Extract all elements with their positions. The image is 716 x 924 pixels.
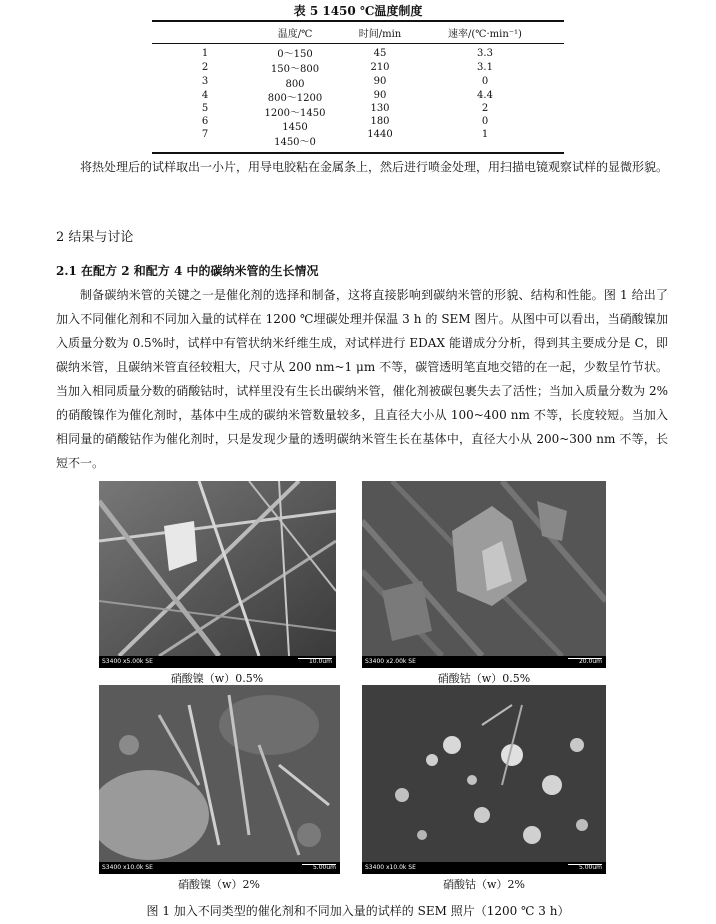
- table-cell-index: 7: [201, 129, 209, 140]
- table-cell-time: 180: [370, 116, 390, 127]
- image-caption-2: 硝酸钴（w）0.5%: [437, 672, 531, 685]
- paragraph-results: 制备碳纳米管的关键之一是催化剂的选择和制备，这将直接影响到碳纳米管的形貌、结构和性能。图 1 给出了加入不同催化剂和不同加入量的试样在 1200 ℃埋碳处理并保温 3 h 的 SEM 图片。从图中可以看出，当硝酸镍加入质量分数为 0.5%时，试样中有管状纳米纤维生成，对试样进行 EDAX 能谱成分分析，得到其主要成分是 C，即碳纳米管，且碳纳米管直径较粗大，尺寸从 200 nm~1 μm 不等，碳管透明笔直地交错的在一起，少数呈竹节状。当加入相同质量分数的硝酸钴时，试样里没有生长出碳纳米管，催化剂被碳包裹失去了活性；当加入质量分数为 2%的硝酸镍作为催化剂时，基体中生成的碳纳米管数量较多，且直径大小从 100~400 nm 不等，长度较短。当加入相同量的硝酸钴作为催化剂时，只是发现少量的透明碳纳米管生长在基体中，直径大小从 200~300 nm 不等，长短不一。: [56, 288, 668, 470]
- table-header-rate: 速率/(℃·min⁻¹): [448, 29, 522, 40]
- sem-info: S3400 x5.00k SE: [102, 658, 153, 665]
- table-cell-temp: 1450～0: [274, 137, 316, 148]
- table-cell-temp: 1450: [282, 122, 308, 133]
- table-caption: 表 5 1450 ℃温度制度: [293, 4, 423, 18]
- table-cell-temp: 150～800: [270, 64, 320, 75]
- image-caption-1: 硝酸镍（w）0.5%: [170, 672, 264, 685]
- table-cell-time: 90: [373, 76, 387, 87]
- table-cell-time: 1440: [367, 129, 393, 140]
- sem-scale-label: 5.00um: [312, 864, 336, 871]
- paragraph-sample-prep: 将热处理后的试样取出一小片，用导电胶粘在金属条上，然后进行喷金处理，用扫描电镜观察试样的显微形貌。: [80, 160, 669, 174]
- table-cell-time: 130: [370, 103, 390, 114]
- table-cell-time: 45: [373, 48, 387, 59]
- section-heading: 2 结果与讨论: [56, 230, 134, 245]
- table-top-rule: [152, 20, 564, 22]
- table-cell-temp: 0～150: [277, 49, 313, 60]
- sem-info: S3400 x10.0k SE: [365, 864, 416, 871]
- table-cell-rate: 0: [481, 76, 489, 87]
- table-cell-index: 3: [201, 76, 209, 87]
- table-cell-rate: 3.3: [477, 48, 493, 59]
- figure-caption: 图 1 加入不同类型的催化剂和不同加入量的试样的 SEM 照片（1200 ℃ 3 h）: [146, 904, 570, 918]
- table-cell-time: 210: [370, 62, 390, 73]
- sem-scale-label: 5.00um: [578, 864, 602, 871]
- sem-scale-label: 20.0um: [578, 658, 602, 665]
- sem-info: S3400 x2.00k SE: [365, 658, 416, 665]
- table-cell-index: 2: [201, 62, 209, 73]
- table-header-rule: [152, 43, 564, 44]
- sem-info-bar: [362, 656, 606, 668]
- table-cell-rate: 0: [481, 116, 489, 127]
- sem-info: S3400 x10.0k SE: [102, 864, 153, 871]
- table-cell-rate: 3.1: [477, 62, 493, 73]
- sem-image-cobalt-0-5: [362, 481, 606, 668]
- table-cell-time: 90: [373, 90, 387, 101]
- table-header-time: 时间/min: [358, 29, 402, 40]
- table-cell-temp: 800: [285, 79, 305, 90]
- table-cell-temp: 1200～1450: [264, 108, 326, 119]
- table-cell-index: 5: [201, 103, 209, 114]
- table-header-temp: 温度/℃: [277, 29, 313, 40]
- sem-image-cobalt-2: [362, 685, 606, 874]
- table-cell-index: 6: [201, 116, 209, 127]
- table-cell-index: 4: [201, 90, 209, 101]
- sem-info-bar: [99, 862, 340, 874]
- table-cell-rate: 2: [481, 103, 489, 114]
- sem-info-bar: [362, 862, 606, 874]
- sem-info-bar: [99, 656, 336, 668]
- table-cell-rate: 4.4: [477, 90, 493, 101]
- table-cell-rate: 1: [481, 129, 489, 140]
- table-bottom-rule: [152, 152, 564, 154]
- subsection-heading: 2.1 在配方 2 和配方 4 中的碳纳米管的生长情况: [56, 264, 319, 278]
- sem-scale-label: 10.0um: [308, 658, 332, 665]
- sem-image-nickel-0-5: [99, 481, 336, 668]
- table-cell-index: 1: [201, 48, 209, 59]
- image-caption-3: 硝酸镍（w）2%: [178, 878, 260, 891]
- image-caption-4: 硝酸钴（w）2%: [443, 878, 525, 891]
- table-cell-temp: 800～1200: [267, 93, 323, 104]
- sem-image-nickel-2: [99, 685, 340, 874]
